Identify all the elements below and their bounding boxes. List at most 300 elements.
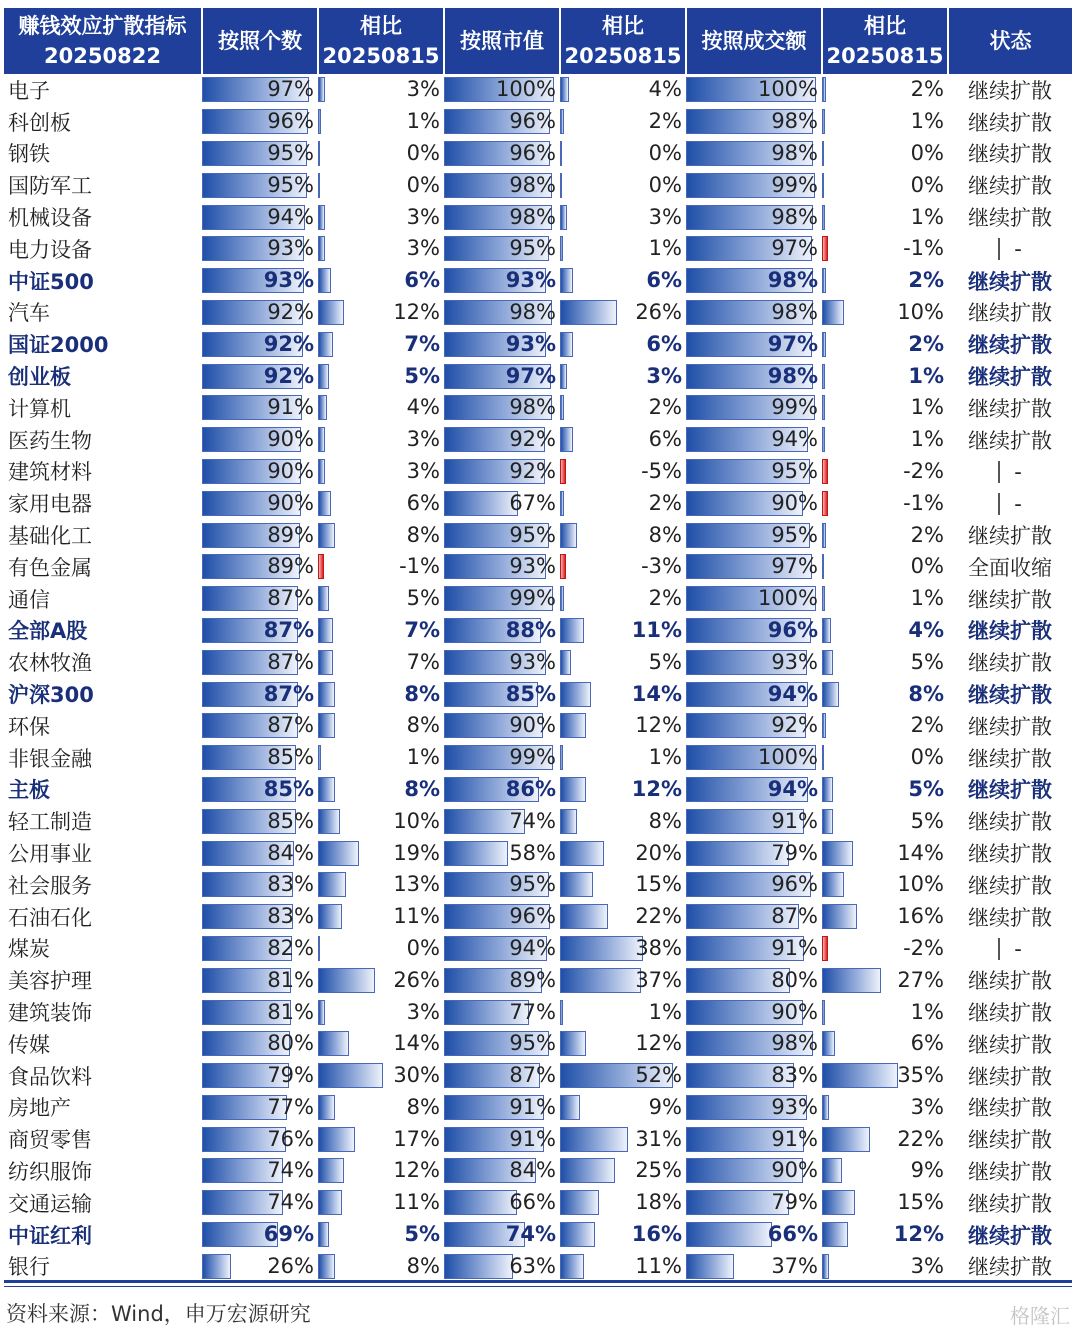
count-value: 94% <box>267 204 314 229</box>
turnover-change-bar <box>822 1158 842 1183</box>
turnover-change-value: 5% <box>910 808 944 833</box>
count-change-value: 0% <box>406 140 440 165</box>
turnover-value: 98% <box>771 204 818 229</box>
turnover-change-bar <box>822 650 833 675</box>
mktcap-change-value: 5% <box>648 649 682 674</box>
turnover-cell <box>686 1028 822 1060</box>
mktcap-change-value: 37% <box>635 967 682 992</box>
count-change-bar <box>318 109 321 134</box>
count-cell <box>202 583 318 615</box>
row-name: 非银金融 <box>8 746 92 771</box>
mktcap-cell <box>444 710 560 742</box>
mktcap-change-value: 3% <box>648 204 682 229</box>
mktcap-bar <box>444 1254 513 1279</box>
turnover-change-value: 1% <box>908 363 944 388</box>
count-change-bar <box>318 1063 383 1088</box>
turnover-change-cell <box>822 519 948 551</box>
mktcap-cell <box>444 678 560 710</box>
header-row <box>4 8 1072 74</box>
table-row <box>4 710 1072 742</box>
count-value: 74% <box>267 1158 314 1183</box>
turnover-change-bar <box>822 1190 855 1215</box>
mktcap-value: 97% <box>505 363 556 388</box>
count-value: 95% <box>267 140 314 165</box>
status-cell <box>948 1123 1072 1155</box>
row-name: 银行 <box>8 1255 50 1280</box>
count-change-value: 7% <box>404 331 440 356</box>
count-change-value: 1% <box>406 745 440 770</box>
count-value: 90% <box>267 427 314 452</box>
mktcap-change-value: -5% <box>641 458 682 483</box>
turnover-cell <box>686 265 822 297</box>
turnover-cell <box>686 964 822 996</box>
count-cell <box>202 233 318 265</box>
count-change-bar <box>318 332 333 357</box>
turnover-change-cell <box>822 805 948 837</box>
header-count-change <box>318 8 444 74</box>
mktcap-change-cell <box>560 774 686 806</box>
table-row <box>4 1123 1072 1155</box>
status-cell <box>948 774 1072 806</box>
mktcap-value: 96% <box>509 109 556 134</box>
turnover-change-cell <box>822 996 948 1028</box>
count-change-bar <box>318 427 325 452</box>
turnover-change-value: 0% <box>910 745 944 770</box>
status-label: 继续扩散 <box>968 969 1052 994</box>
mktcap-change-cell <box>560 742 686 774</box>
table-row <box>4 1155 1072 1187</box>
mktcap-cell <box>444 551 560 583</box>
turnover-change-cell <box>822 583 948 615</box>
count-cell <box>202 456 318 488</box>
turnover-change-value: 3% <box>910 1253 944 1278</box>
table-row <box>4 328 1072 360</box>
mktcap-change-bar <box>560 491 564 516</box>
mktcap-value: 93% <box>509 554 556 579</box>
turnover-value: 95% <box>771 522 818 547</box>
turnover-value: 98% <box>771 299 818 324</box>
count-cell <box>202 678 318 710</box>
table-row <box>4 774 1072 806</box>
mktcap-change-value: 8% <box>648 808 682 833</box>
turnover-change-bar <box>822 1063 898 1088</box>
count-change-value: 0% <box>406 172 440 197</box>
mktcap-change-cell <box>560 1028 686 1060</box>
turnover-cell <box>686 869 822 901</box>
turnover-value: 94% <box>767 776 818 801</box>
turnover-change-bar <box>822 300 844 325</box>
status-cell <box>948 74 1072 106</box>
mktcap-cell <box>444 1187 560 1219</box>
mktcap-value: 90% <box>509 713 556 738</box>
turnover-change-cell <box>822 646 948 678</box>
row-name: 医药生物 <box>8 428 92 453</box>
turnover-change-bar <box>822 1254 829 1279</box>
turnover-value: 92% <box>771 713 818 738</box>
count-change-cell <box>318 933 444 965</box>
mktcap-change-value: 2% <box>648 490 682 515</box>
mktcap-change-bar <box>560 332 573 357</box>
mktcap-change-bar <box>560 459 566 484</box>
turnover-cell <box>686 996 822 1028</box>
table-row <box>4 392 1072 424</box>
count-change-cell <box>318 265 444 297</box>
turnover-change-bar <box>822 236 828 261</box>
count-cell <box>202 615 318 647</box>
mktcap-change-cell <box>560 805 686 837</box>
mktcap-change-bar <box>560 1095 580 1120</box>
row-name: 传媒 <box>8 1032 50 1057</box>
mktcap-cell <box>444 1219 560 1251</box>
turnover-cell <box>686 1187 822 1219</box>
table-row <box>4 138 1072 170</box>
turnover-change-bar <box>822 586 825 611</box>
mktcap-change-cell <box>560 1155 686 1187</box>
count-change-bar <box>318 523 335 548</box>
count-value: 95% <box>267 172 314 197</box>
turnover-change-cell <box>822 1060 948 1092</box>
mktcap-change-bar <box>560 1222 595 1247</box>
turnover-cell <box>686 1250 822 1282</box>
mktcap-cell <box>444 487 560 519</box>
mktcap-cell <box>444 265 560 297</box>
turnover-value: 98% <box>767 268 818 293</box>
turnover-change-cell <box>822 487 948 519</box>
mktcap-change-cell <box>560 297 686 329</box>
turnover-change-value: 15% <box>897 1190 944 1215</box>
count-change-bar <box>318 1031 349 1056</box>
count-value: 92% <box>263 331 314 356</box>
mktcap-change-cell <box>560 487 686 519</box>
table-row <box>4 424 1072 456</box>
status-cell <box>948 1155 1072 1187</box>
count-change-cell <box>318 1187 444 1219</box>
row-name: 全部A股 <box>8 619 88 644</box>
turnover-change-value: -1% <box>903 490 944 515</box>
mktcap-change-value: 0% <box>648 172 682 197</box>
count-change-cell <box>318 1219 444 1251</box>
status-cell <box>948 297 1072 329</box>
status-cell <box>948 138 1072 170</box>
mktcap-change-cell <box>560 1092 686 1124</box>
turnover-value: 96% <box>771 872 818 897</box>
count-value: 92% <box>263 363 314 388</box>
table-row <box>4 456 1072 488</box>
count-change-value: 12% <box>393 1158 440 1183</box>
count-value: 87% <box>267 586 314 611</box>
mktcap-change-cell <box>560 138 686 170</box>
count-change-bar <box>318 173 320 198</box>
turnover-value: 99% <box>771 395 818 420</box>
mktcap-value: 98% <box>509 204 556 229</box>
count-cell <box>202 1219 318 1251</box>
status-cell <box>948 901 1072 933</box>
table-row <box>4 74 1072 106</box>
mktcap-change-cell <box>560 583 686 615</box>
count-value: 77% <box>267 1094 314 1119</box>
mktcap-cell <box>444 646 560 678</box>
row-name: 沪深300 <box>8 683 94 708</box>
row-name: 房地产 <box>8 1096 71 1121</box>
turnover-value: 79% <box>771 840 818 865</box>
turnover-value: 91% <box>771 935 818 960</box>
count-change-cell <box>318 424 444 456</box>
turnover-change-bar <box>822 554 824 579</box>
turnover-value: 95% <box>771 458 818 483</box>
mktcap-value: 95% <box>509 522 556 547</box>
table-row <box>4 551 1072 583</box>
turnover-change-cell <box>822 1187 948 1219</box>
mktcap-change-cell <box>560 710 686 742</box>
count-change-bar <box>318 459 325 484</box>
mktcap-value: 94% <box>509 935 556 960</box>
mktcap-change-bar <box>560 713 586 738</box>
turnover-cell <box>686 837 822 869</box>
count-change-bar <box>318 236 325 261</box>
turnover-change-value: 0% <box>910 172 944 197</box>
turnover-change-bar <box>822 682 839 707</box>
count-value: 87% <box>267 713 314 738</box>
mktcap-change-cell <box>560 201 686 233</box>
turnover-cell <box>686 710 822 742</box>
turnover-cell <box>686 901 822 933</box>
turnover-cell <box>686 583 822 615</box>
turnover-cell <box>686 169 822 201</box>
count-change-value: 11% <box>393 1190 440 1215</box>
status-label: - <box>1014 491 1022 516</box>
mktcap-cell <box>444 837 560 869</box>
mktcap-change-bar <box>560 872 593 897</box>
turnover-change-bar <box>822 173 824 198</box>
count-cell <box>202 138 318 170</box>
count-change-value: 6% <box>406 490 440 515</box>
turnover-change-bar <box>822 77 826 102</box>
count-value: 87% <box>263 681 314 706</box>
turnover-change-bar <box>822 395 825 420</box>
mktcap-cell <box>444 1155 560 1187</box>
turnover-change-bar <box>822 1222 848 1247</box>
turnover-change-cell <box>822 328 948 360</box>
mktcap-change-bar <box>560 523 577 548</box>
status-label: 继续扩散 <box>968 301 1052 326</box>
turnover-cell <box>686 519 822 551</box>
count-change-value: 8% <box>406 1094 440 1119</box>
mktcap-change-cell <box>560 392 686 424</box>
mktcap-value: 93% <box>509 649 556 674</box>
count-change-cell <box>318 710 444 742</box>
row-name: 农林牧渔 <box>8 651 92 676</box>
turnover-cell <box>686 646 822 678</box>
mktcap-value: 74% <box>505 1222 556 1247</box>
status-divider <box>998 938 1000 960</box>
mktcap-change-cell <box>560 1187 686 1219</box>
count-change-bar <box>318 682 335 707</box>
status-cell <box>948 487 1072 519</box>
status-label: 继续扩散 <box>968 619 1052 644</box>
turnover-change-cell <box>822 774 948 806</box>
count-change-bar <box>318 205 325 230</box>
turnover-value: 94% <box>767 681 818 706</box>
mktcap-change-cell <box>560 360 686 392</box>
count-change-cell <box>318 1155 444 1187</box>
status-label: 继续扩散 <box>968 142 1052 167</box>
turnover-cell <box>686 1092 822 1124</box>
turnover-cell <box>686 933 822 965</box>
row-name: 通信 <box>8 587 50 612</box>
count-value: 97% <box>267 77 314 102</box>
status-cell <box>948 710 1072 742</box>
mktcap-change-value: 9% <box>648 1094 682 1119</box>
table-row <box>4 487 1072 519</box>
status-cell <box>948 1060 1072 1092</box>
turnover-value: 93% <box>771 1094 818 1119</box>
turnover-change-bar <box>822 109 825 134</box>
turnover-value: 79% <box>771 1190 818 1215</box>
header-mktcap-change-label: 相比 20250815 <box>564 14 682 68</box>
count-value: 83% <box>267 904 314 929</box>
status-cell <box>948 1092 1072 1124</box>
table-row <box>4 1028 1072 1060</box>
mktcap-change-bar <box>560 173 562 198</box>
mktcap-value: 77% <box>509 999 556 1024</box>
turnover-change-bar <box>822 777 833 802</box>
turnover-change-value: 0% <box>910 554 944 579</box>
mktcap-change-cell <box>560 964 686 996</box>
count-value: 69% <box>263 1222 314 1247</box>
count-change-bar <box>318 77 325 102</box>
count-value: 85% <box>267 745 314 770</box>
count-cell <box>202 265 318 297</box>
count-cell <box>202 106 318 138</box>
turnover-value: 91% <box>771 1126 818 1151</box>
row-name: 建筑材料 <box>8 460 92 485</box>
count-value: 93% <box>263 268 314 293</box>
count-change-value: 3% <box>406 999 440 1024</box>
mktcap-change-cell <box>560 933 686 965</box>
mktcap-value: 92% <box>509 458 556 483</box>
count-change-cell <box>318 106 444 138</box>
turnover-change-bar <box>822 713 826 738</box>
status-cell <box>948 583 1072 615</box>
count-change-value: 26% <box>393 967 440 992</box>
turnover-change-value: 1% <box>910 395 944 420</box>
status-label: 继续扩散 <box>968 842 1052 867</box>
count-cell <box>202 487 318 519</box>
count-change-cell <box>318 297 444 329</box>
turnover-change-bar <box>822 1000 825 1025</box>
status-label: 继续扩散 <box>968 110 1052 135</box>
count-cell <box>202 1250 318 1282</box>
mktcap-value: 89% <box>509 967 556 992</box>
count-change-bar <box>318 1095 335 1120</box>
turnover-cell <box>686 774 822 806</box>
row-name: 纺织服饰 <box>8 1159 92 1184</box>
turnover-value: 99% <box>771 172 818 197</box>
mktcap-cell <box>444 1250 560 1282</box>
mktcap-cell <box>444 1028 560 1060</box>
status-label: 继续扩散 <box>968 1255 1052 1280</box>
mktcap-cell <box>444 392 560 424</box>
mktcap-value: 95% <box>509 872 556 897</box>
count-change-value: 0% <box>406 935 440 960</box>
mktcap-value: 63% <box>509 1253 556 1278</box>
count-change-value: 8% <box>406 522 440 547</box>
mktcap-change-cell <box>560 869 686 901</box>
mktcap-cell <box>444 456 560 488</box>
mktcap-change-value: 25% <box>635 1158 682 1183</box>
mktcap-bar <box>444 841 508 866</box>
count-cell <box>202 169 318 201</box>
mktcap-change-bar <box>560 682 591 707</box>
mktcap-cell <box>444 805 560 837</box>
count-change-bar <box>318 1127 355 1152</box>
turnover-change-cell <box>822 1092 948 1124</box>
mktcap-change-cell <box>560 551 686 583</box>
count-cell <box>202 1092 318 1124</box>
mktcap-change-value: 3% <box>646 363 682 388</box>
count-value: 90% <box>267 458 314 483</box>
count-change-cell <box>318 615 444 647</box>
turnover-change-value: 1% <box>910 586 944 611</box>
count-cell <box>202 1187 318 1219</box>
table-row <box>4 1219 1072 1251</box>
mktcap-value: 98% <box>509 395 556 420</box>
turnover-change-value: 2% <box>910 522 944 547</box>
turnover-change-value: 8% <box>908 681 944 706</box>
count-cell <box>202 805 318 837</box>
status-label: 继续扩散 <box>968 1001 1052 1025</box>
turnover-change-value: 2% <box>908 268 944 293</box>
mktcap-change-bar <box>560 300 617 325</box>
count-value: 87% <box>267 649 314 674</box>
mktcap-change-value: 1% <box>648 745 682 770</box>
header-by-mktcap-label: 按照市值 <box>460 29 544 53</box>
count-cell <box>202 201 318 233</box>
mktcap-value: 67% <box>509 490 556 515</box>
table-row <box>4 996 1072 1028</box>
turnover-change-cell <box>822 615 948 647</box>
count-cell <box>202 74 318 106</box>
turnover-cell <box>686 487 822 519</box>
count-change-bar <box>318 586 329 611</box>
count-change-cell <box>318 1123 444 1155</box>
mktcap-change-cell <box>560 996 686 1028</box>
count-change-bar <box>318 491 331 516</box>
count-bar <box>202 1254 231 1279</box>
table-row <box>4 678 1072 710</box>
mktcap-change-bar <box>560 268 573 293</box>
table-row <box>4 869 1072 901</box>
turnover-value: 97% <box>771 236 818 261</box>
mktcap-value: 95% <box>509 236 556 261</box>
turnover-change-value: 16% <box>897 904 944 929</box>
status-cell <box>948 233 1072 265</box>
header-by-mktcap <box>444 8 560 74</box>
count-cell <box>202 933 318 965</box>
header-count-change-label: 相比 20250815 <box>322 14 440 68</box>
table-row <box>4 933 1072 965</box>
status-label: 继续扩散 <box>968 396 1052 421</box>
turnover-bar <box>686 1222 772 1247</box>
mktcap-value: 95% <box>509 1031 556 1056</box>
header-turnover-change <box>822 8 948 74</box>
turnover-change-cell <box>822 392 948 424</box>
status-label: 继续扩散 <box>968 365 1052 390</box>
count-change-value: 11% <box>393 904 440 929</box>
count-cell <box>202 1155 318 1187</box>
mktcap-value: 98% <box>509 172 556 197</box>
row-name: 科创板 <box>8 110 71 135</box>
